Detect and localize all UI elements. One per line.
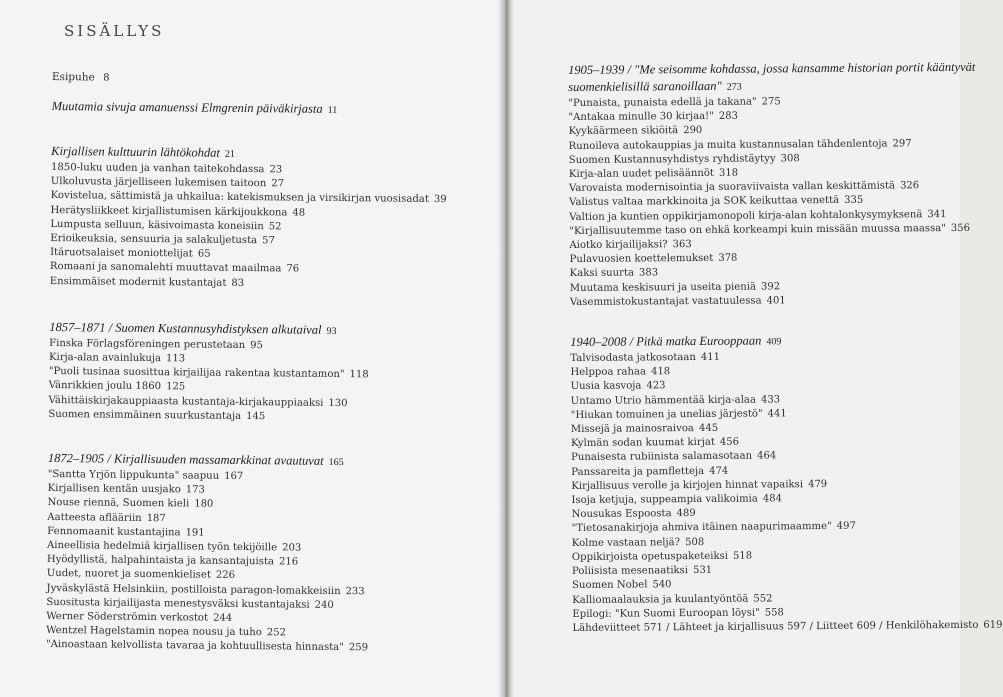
entry-page: 392 bbox=[760, 280, 781, 293]
entry-text: Uusia kasvoja bbox=[570, 380, 642, 393]
entry-page: 187 bbox=[146, 512, 166, 524]
entry-page: 283 bbox=[718, 110, 738, 123]
entry-page: 48 bbox=[292, 207, 306, 219]
entry-page: 240 bbox=[314, 599, 334, 611]
entry-text: "Santta Yrjön lippukunta" saapuu bbox=[47, 469, 220, 482]
entry-page: 383 bbox=[638, 267, 659, 279]
entry-page: 113 bbox=[166, 353, 186, 365]
entry-page: 191 bbox=[185, 527, 205, 539]
entry-page: 318 bbox=[718, 167, 739, 179]
entry-text: 1850-luku uuden ja vanhan taitekohdassa bbox=[50, 161, 265, 176]
entry-text: Itäruotsalaiset moniottelijat bbox=[50, 247, 193, 260]
entry-page: 180 bbox=[194, 498, 214, 511]
entry-page: 540 bbox=[652, 579, 672, 591]
entry-text: Finska Förlagsföreningen perustetaan bbox=[49, 337, 246, 351]
entry-page: 76 bbox=[286, 263, 300, 276]
entry-text: Valtion ja kuntien oppikirjamonopoli kirja-alan kohtalonkysymyksenä bbox=[569, 208, 923, 223]
entry-text: "Tietosanakirjoja ahmiva itäinen naapurimaamme" bbox=[571, 521, 832, 535]
section-title-text: 1857–1871 / Suomen Kustannusyhdistyksen alkutaival bbox=[49, 319, 322, 337]
entry-text: Erioikeuksia, sensuuria ja salakuljetusta bbox=[50, 233, 258, 247]
entry-text: Epilogi: "Kun Suomi Euroopan löysi" bbox=[572, 607, 760, 620]
entry-page: 216 bbox=[279, 556, 299, 568]
section-title-text: 1905–1939 / "Me seisomme kohdassa, jossa kansamme historian portit kääntyvät bbox=[568, 59, 976, 77]
entry-page: 125 bbox=[166, 381, 186, 393]
entry-text: Oppikirjoista opetuspaketeiksi bbox=[571, 550, 729, 563]
entry-page: 441 bbox=[767, 408, 787, 420]
entry-page: 464 bbox=[757, 450, 777, 462]
entry-page: 130 bbox=[328, 397, 348, 409]
entry-page: 252 bbox=[266, 627, 287, 639]
section-title-continuation: suomenkielisillä saranoillaan" bbox=[568, 78, 722, 94]
entry-text: Romaani ja sanomalehti muuttavat maailmaa bbox=[49, 261, 282, 275]
entry-page: 552 bbox=[753, 592, 773, 605]
entry-text: Varovaista modernisointia ja suoraviivaista vallan keskittämistä bbox=[568, 180, 896, 195]
entry-page: 558 bbox=[764, 607, 784, 619]
entry-page: 65 bbox=[197, 248, 211, 260]
entry-page: 411 bbox=[700, 351, 721, 364]
entry-page: 341 bbox=[927, 208, 947, 220]
entry-page: 326 bbox=[900, 180, 920, 192]
entry-text: Ensimmäiset modernit kustantajat bbox=[49, 275, 227, 289]
entry-page: 518 bbox=[732, 550, 753, 562]
contents-section bbox=[570, 331, 1003, 636]
entry-page: 39 bbox=[433, 194, 447, 206]
entry-text: Uudet, nuoret ja suomenkieliset bbox=[46, 568, 211, 582]
section-title-text: Muutamia sivuja amanuenssi Elmgrenin päiväkirjasta bbox=[51, 98, 323, 116]
entry-page: 145 bbox=[246, 410, 266, 423]
entry-text: "Puoli tusinaa suosittua kirjailijaa rakentaa kustantamon" bbox=[48, 366, 345, 381]
entry-text: Kolme vastaan neljä? bbox=[571, 536, 681, 549]
entry-text: Missejä ja mainosraivoa bbox=[570, 423, 694, 436]
entry-text: Kyykäärmeen sikiöitä bbox=[568, 125, 679, 138]
entry-page: 418 bbox=[651, 366, 671, 378]
right-contents-column bbox=[568, 59, 1003, 636]
entry-text: Jyväskylästä Helsinkiin, postilloista paragon-lomakkeisiin bbox=[46, 582, 341, 597]
entry-text: Suositusta kirjailijasta menestysväksi kustantajaksi bbox=[46, 596, 310, 611]
entry-page: 297 bbox=[892, 137, 912, 150]
entry-text: Lumpusta selluun, käsivoimasta koneisiin bbox=[50, 218, 264, 233]
entry-page: 27 bbox=[271, 178, 285, 190]
contents-section bbox=[52, 98, 502, 121]
entry-text: Hyödyllistä, halpahintaista ja kansantajuista bbox=[46, 554, 275, 568]
entry-text: Suomen ensimmäinen suurkustantaja bbox=[48, 408, 242, 422]
entry-text: Vähittäiskirjakauppiaasta kustantaja-kirjakauppiaaksi bbox=[48, 394, 324, 409]
entry-page: 479 bbox=[808, 478, 828, 491]
entry-page: 474 bbox=[709, 465, 729, 477]
entry-text: Poliisista mesenaatiksi bbox=[571, 565, 689, 578]
entry-text: Nousukas Espoosta bbox=[571, 508, 672, 521]
entry-page: 433 bbox=[760, 394, 781, 406]
entry-text: Aatteesta aflääriin bbox=[47, 511, 142, 524]
entry-page: 378 bbox=[718, 252, 738, 265]
entry-page: 423 bbox=[646, 380, 666, 392]
section-title-text: Kirjallisen kulttuurin lähtökohdat bbox=[51, 143, 220, 160]
entry-page: 356 bbox=[950, 222, 971, 234]
entry-page: 203 bbox=[282, 542, 302, 554]
entry-text: Vasemmistokustantajat vastatuulessa bbox=[569, 295, 762, 308]
entry-page: 489 bbox=[676, 508, 696, 520]
entry-page: 308 bbox=[780, 152, 800, 165]
contents-section bbox=[50, 143, 502, 294]
entry-text: Nouse riennä, Suomen kieli bbox=[47, 497, 190, 510]
entry-page: 52 bbox=[268, 221, 282, 233]
entry-text: Aineellisia hedelmiä kirjallisen työn tekijöille bbox=[46, 540, 278, 554]
entry-text: Kirja-alan avainlukuja bbox=[48, 352, 162, 365]
section-title-text: 1940–2008 / Pitkä matka Eurooppaan bbox=[570, 333, 762, 350]
left-contents-column bbox=[46, 70, 502, 657]
entry-text: Isoja ketjuja, suppeampia valikoimia bbox=[571, 493, 758, 507]
entry-text: "Hiukan tomuinen ja unelias järjestö" bbox=[570, 408, 763, 421]
entry-text: Kalliomaalauksia ja kuulantyöntöä bbox=[572, 593, 749, 606]
entry-page: 275 bbox=[761, 96, 781, 108]
entry-text: Fennomaanit kustantajina bbox=[47, 525, 181, 539]
section-page: 21 bbox=[224, 148, 235, 160]
entry-text: Kirja-alan uudet pelisäännöt bbox=[568, 167, 715, 181]
entry-text: Untamo Utrio hämmentää kirja-alaa bbox=[570, 394, 756, 407]
section-page: 93 bbox=[326, 325, 337, 337]
entry-text: Runoileva autokauppias ja muita kustannusalan tähdenlentoja bbox=[568, 138, 888, 152]
entry-text: Werner Söderströmin verkostot bbox=[46, 611, 209, 624]
entry-page: 335 bbox=[844, 195, 864, 207]
section-title-text: 1872–1905 / Kirjallisuuden massamarkkinat avautuvat bbox=[47, 451, 324, 468]
section-title bbox=[52, 98, 502, 121]
entry-page: 445 bbox=[698, 422, 719, 435]
entry-text: Valistus valtaa markkinoita ja SOK keikuttaa venettä bbox=[569, 195, 840, 209]
right-sections bbox=[568, 59, 1003, 636]
entry-page: 57 bbox=[262, 235, 275, 247]
entry-text: Kylmän sodan kuumat kirjat bbox=[570, 437, 715, 450]
entry-text: Vänrikkien joulu 1860 bbox=[48, 380, 162, 393]
entry-page: 497 bbox=[836, 521, 856, 533]
entry-text: "Ainoastaan kelvollista tavaraa ja kohtuullisesta hinnasta" bbox=[45, 639, 344, 654]
section-title bbox=[568, 59, 976, 97]
entry-text: Punaisesta rubiinista salamasotaan bbox=[571, 451, 753, 464]
entry-text: Suomen Kustannusyhdistys ryhdistäytyy bbox=[568, 153, 776, 166]
entry-page: 95 bbox=[250, 339, 263, 352]
entry-text: "Antakaa minulle 30 kirjaa!" bbox=[568, 111, 714, 124]
entry-page: 484 bbox=[762, 493, 783, 505]
entry-page: 226 bbox=[215, 570, 236, 582]
entry-text: Kirjallisuus verolle ja kirjojen hinnat vapaiksi bbox=[571, 479, 804, 492]
entry-text: Panssareita ja pamfletteja bbox=[571, 465, 705, 478]
contents-section bbox=[46, 450, 498, 657]
entry-text: Kaksi suurta bbox=[569, 267, 635, 280]
entry-text: Kirjallisen kentän uusjako bbox=[47, 483, 181, 496]
entry-text: Pulavuosien koettelemukset bbox=[569, 253, 714, 266]
entry-text: Wentzel Hagelstamin nopea nousu ja tuho bbox=[46, 625, 262, 639]
entry-page: 23 bbox=[269, 164, 283, 176]
entry-page: 118 bbox=[349, 369, 369, 381]
section-page: 11 bbox=[327, 104, 338, 116]
entry-text: Esipuhe bbox=[51, 70, 95, 84]
entry-text: "Punaista, punaista edellä ja takana" bbox=[568, 96, 757, 109]
entry-text: Kovistelua, sättimistä ja uhkailua: katekismuksen ja virsikirjan vuosisadat bbox=[50, 190, 429, 206]
contents-heading: SISÄLLYS bbox=[64, 22, 165, 40]
section-page: 273 bbox=[726, 81, 742, 93]
entry-page: 8 bbox=[103, 72, 110, 84]
entry-text: Herätysliikkeet kirjallistumisen kärkijoukkona bbox=[50, 204, 288, 219]
entry-text: "Kirjallisuutemme taso on ehkä korkeampi kuin missään muussa maassa" bbox=[569, 222, 946, 237]
entry-page: 508 bbox=[685, 536, 705, 548]
entry-text: Talvisodasta jatkosotaan bbox=[570, 352, 696, 365]
entry-text: Suomen Nobel bbox=[572, 579, 648, 592]
entry-page: 233 bbox=[345, 585, 365, 597]
entry-page: 244 bbox=[213, 612, 233, 624]
entry-page: 83 bbox=[231, 277, 245, 289]
entry-page: 259 bbox=[348, 642, 369, 654]
entry-text: Ulkoluvusta järjelliseen lukemisen taitoon bbox=[50, 176, 267, 190]
entry-page: 363 bbox=[672, 239, 692, 251]
entry-page: 167 bbox=[224, 470, 244, 483]
section-page: 409 bbox=[766, 336, 782, 348]
entry-text: Muutama keskisuuri ja useita pieniä bbox=[569, 281, 757, 294]
contents-section bbox=[568, 59, 976, 310]
entry-page: 401 bbox=[766, 295, 786, 307]
entry-page: 531 bbox=[693, 564, 713, 577]
entry-page: 456 bbox=[719, 436, 740, 449]
entry-text: Lähdeviitteet 571 / Lähteet ja kirjallisuus 597 / Liitteet 609 / Henkilöhakemisto bbox=[572, 619, 979, 634]
contents-section bbox=[48, 319, 499, 427]
section-page: 165 bbox=[328, 456, 344, 469]
entry-text: Aiotko kirjailijaksi? bbox=[569, 239, 668, 252]
entry-text: Helppoa rahaa bbox=[570, 366, 647, 379]
entry-page: 290 bbox=[683, 125, 703, 137]
entry-page: 173 bbox=[185, 484, 205, 496]
entry-page: 619 bbox=[983, 619, 1003, 631]
left-sections bbox=[46, 98, 502, 657]
